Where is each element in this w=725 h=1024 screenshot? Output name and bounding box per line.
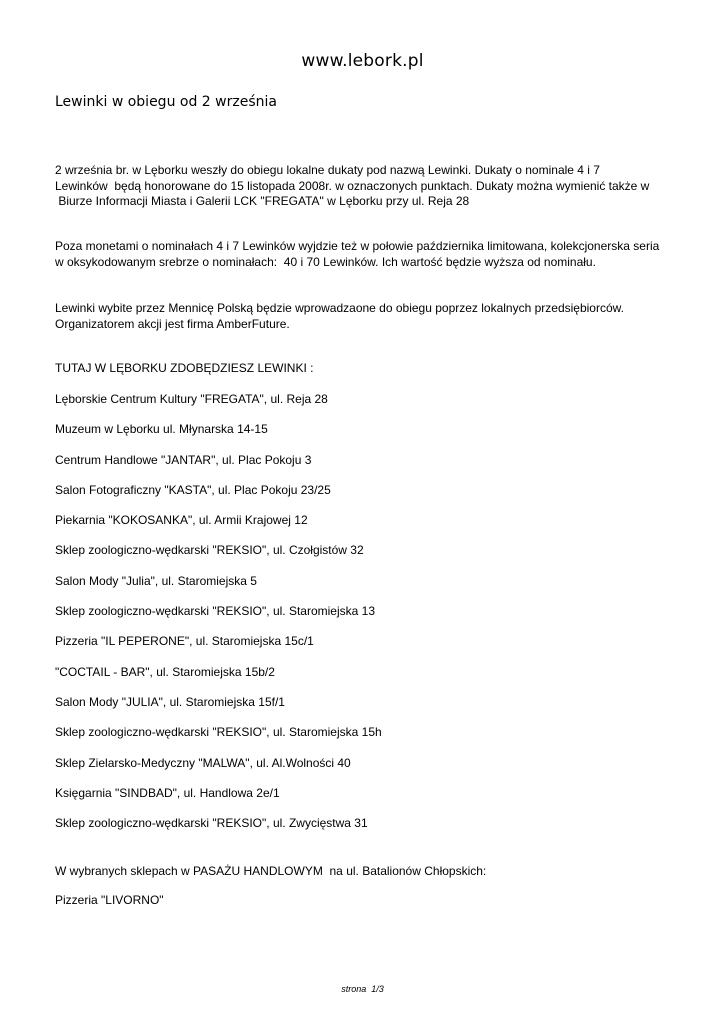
- article-title: Lewinki w obiegu od 2 września: [55, 94, 277, 110]
- paragraph-collector-series: [55, 239, 680, 270]
- list-item: Sklep zoologiczno-wędkarski "REKSIO", ul. Czołgistów 32: [55, 543, 364, 558]
- paragraph-line: 2 września br. w Lęborku weszły do obiegu lokalne dukaty pod nazwą Lewinki. Dukaty o nominale 4 i 7: [55, 163, 600, 177]
- list-item: Salon Mody "Julia", ul. Staromiejska 5: [55, 573, 257, 588]
- list-item: Muzeum w Lęborku ul. Młynarska 14-15: [55, 422, 268, 437]
- paragraph-intro: [55, 163, 680, 210]
- list-item: Salon Fotograficzny "KASTA", ul. Plac Pokoju 23/25: [55, 482, 331, 497]
- locations-heading: TUTAJ W LĘBORKU ZDOBĘDZIESZ LEWINKI :: [55, 361, 314, 375]
- list-item: Sklep zoologiczno-wędkarski "REKSIO", ul. Staromiejska 13: [55, 604, 375, 619]
- list-item: Sklep zoologiczno-wędkarski "REKSIO", ul. Zwycięstwa 31: [55, 816, 368, 831]
- paragraph-organizer: [55, 301, 680, 332]
- paragraph-line: Poza monetami o nominałach 4 i 7 Lewinków wyjdzie też w połowie października limitowana, kolekcjonerska seria: [55, 239, 660, 253]
- list-item: Sklep Zielarsko-Medyczny "MALWA", ul. Al.Wolności 40: [55, 755, 351, 770]
- list-item: Księgarnia "SINDBAD", ul. Handlowa 2e/1: [55, 785, 280, 800]
- list-item: Centrum Handlowe "JANTAR", ul. Plac Pokoju 3: [55, 452, 312, 467]
- locations-list: [55, 392, 382, 846]
- list-item: Sklep zoologiczno-wędkarski "REKSIO", ul. Staromiejska 15h: [55, 725, 382, 740]
- paragraph-line: Lewinki wybite przez Mennicę Polską będzie wprowadzaone do obiegu poprzez lokalnych przedsiębiorców.: [55, 301, 624, 315]
- site-title: www.lebork.pl: [301, 51, 424, 71]
- paragraph-line: w oksykodowanym srebrze o nominałach: 40 i 70 Lewinków. Ich wartość będzie wyższa od nominału.: [55, 254, 596, 269]
- paragraph-line: Biurze Informacji Miasta i Galerii LCK "FREGATA" w Lęborku przy ul. Reja 28: [55, 194, 470, 208]
- list-item: Piekarnia "KOKOSANKA", ul. Armii Krajowej 12: [55, 513, 308, 528]
- page-number: strona 1/3: [341, 984, 384, 994]
- list-item: Pizzeria "IL PEPERONE", ul. Staromiejska 15c/1: [55, 634, 314, 649]
- list-item: "COCTAIL - BAR", ul. Staromiejska 15b/2: [55, 664, 275, 679]
- list-item: Lęborskie Centrum Kultury "FREGATA", ul. Reja 28: [55, 392, 328, 406]
- pasaz-heading: W wybranych sklepach w PASAŻU HANDLOWYM na ul. Batalionów Chłopskich:: [55, 864, 487, 878]
- list-item: Pizzeria "LIVORNO": [55, 893, 164, 907]
- list-item: Salon Mody "JULIA", ul. Staromiejska 15f/1: [55, 694, 285, 709]
- paragraph-line: Lewinków będą honorowane do 15 listopada 2008r. w oznaczonych punktach. Dukaty można wymienić także w: [55, 178, 650, 193]
- paragraph-line: Organizatorem akcji jest firma AmberFuture.: [55, 316, 290, 331]
